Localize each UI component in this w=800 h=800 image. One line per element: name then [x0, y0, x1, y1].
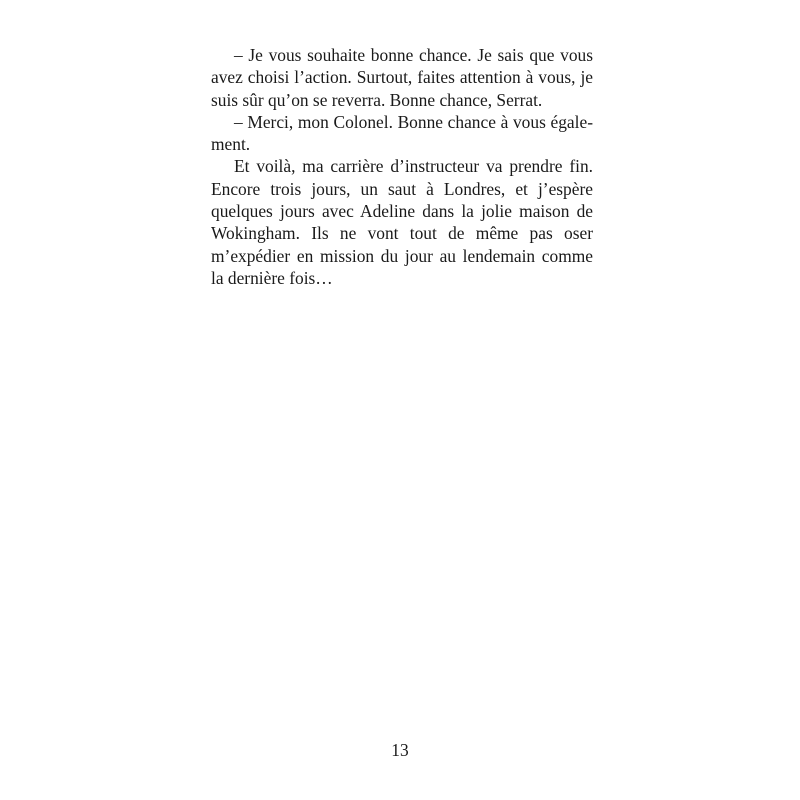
body-text	[211, 44, 593, 289]
paragraph-dialogue-1: – Je vous souhaite bonne chance. Je sais que vous avez choisi l’action. Surtout, faites attention à vous, je suis sûr qu’on se reverra. Bonne chance, Serrat.	[211, 45, 593, 110]
paragraph-dialogue-2: – Merci, mon Colonel. Bonne chance à vous également.	[211, 111, 593, 155]
page-number: 13	[391, 740, 409, 760]
paragraph-narration: Et voilà, ma carrière d’instructeur va prendre fin. Encore trois jours, un saut à Londres, et j’espère quelques jours avec Adeline dans la jolie maison de Wokingham. Ils ne vont tout de même pas oser m’expédier en mission du jour au lendemain comme la dernière fois…	[211, 156, 593, 288]
